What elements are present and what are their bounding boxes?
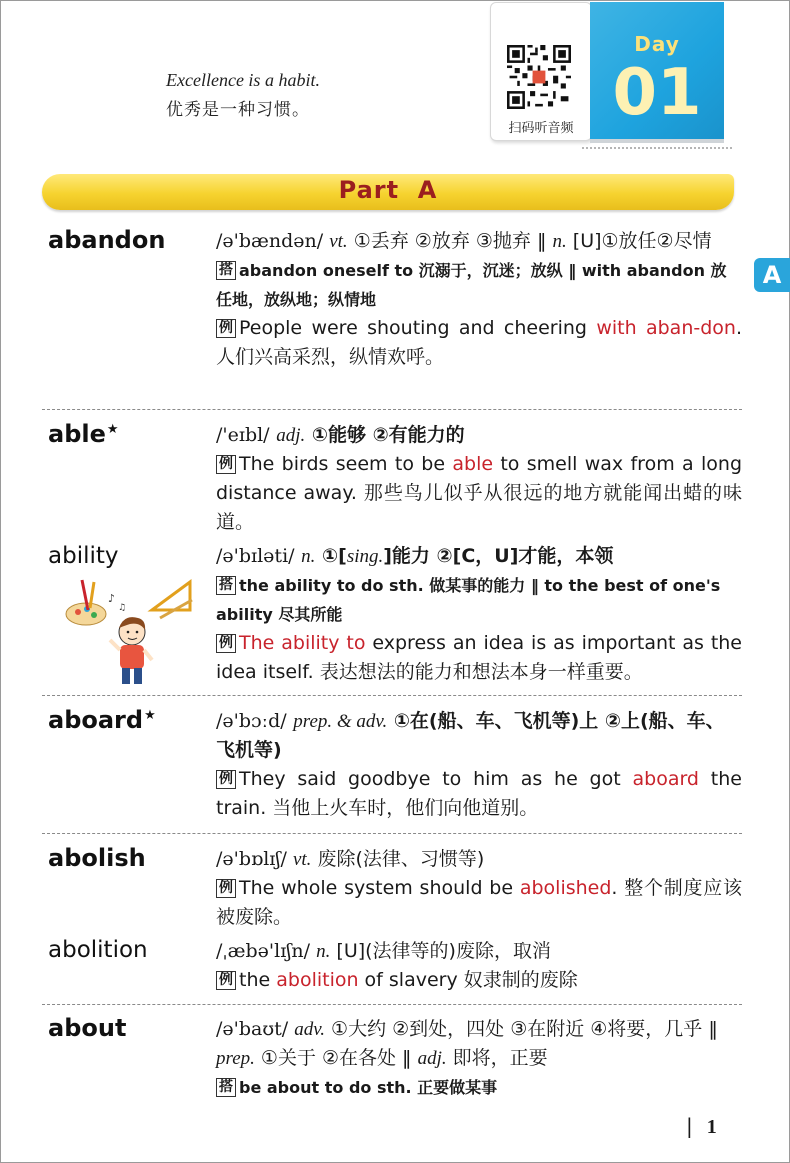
entry-divider: [42, 695, 742, 696]
meaning: ①在(船、车、飞机等)上 ②上(船、车、飞机等): [216, 710, 725, 761]
example-text: The whole system should be: [239, 877, 520, 899]
example: [216, 966, 742, 995]
headword-text: able: [48, 420, 106, 448]
part-of-speech: n.: [301, 546, 316, 567]
example-text: express an idea is as important as the idea itself. 表达想法的能力和想法本身一样重要。: [216, 632, 742, 683]
collocation-box-icon: 搭: [216, 261, 236, 280]
part-of-speech: adv.: [294, 1019, 326, 1040]
headword-about: about: [48, 1014, 127, 1042]
phonetic: /ə'bændən/: [216, 230, 324, 252]
page-footer: [686, 1114, 717, 1139]
collocation-box-icon: 搭: [216, 576, 236, 595]
entry-divider: [42, 409, 742, 410]
entry-abandon: [216, 227, 742, 372]
part-of-speech: n.: [552, 231, 567, 252]
entry-divider: [42, 833, 742, 834]
svg-text:♪: ♪: [108, 592, 116, 605]
headword-ability: ability: [48, 543, 119, 569]
day-badge-shadow: [590, 139, 724, 143]
part-of-speech: prep. & adv.: [293, 711, 388, 732]
definition: [216, 542, 742, 571]
svg-text:♫: ♫: [118, 603, 127, 613]
example-text: to smell wax from a long distance away. 那些鸟儿似乎从很远的地方就能闻出蜡的味道。: [216, 453, 743, 533]
phonetic: /'eɪbl/: [216, 424, 270, 446]
example-text: the train. 当他上火车时，他们向他道别。: [216, 768, 742, 819]
example-box-icon: 例: [216, 634, 236, 653]
collocation-text: abandon oneself to 沉溺于，沉迷；放纵 ‖ with abandon 放任地，放纵地；纵情地: [216, 261, 727, 309]
qr-card[interactable]: [490, 2, 592, 141]
meaning: ①大约 ②到处，四处 ③在附近 ④将要，几乎 ‖: [325, 1018, 718, 1040]
boy-painting-illustration: [60, 574, 200, 686]
definition: [216, 845, 742, 874]
meaning: ①丢弃 ②放弃 ③抛弃 ‖: [347, 230, 553, 252]
meaning: ①关于 ②在各处 ‖: [254, 1047, 418, 1069]
entry-aboard: [216, 707, 742, 823]
meaning: ①[: [315, 545, 347, 567]
definition: [216, 421, 742, 450]
headword-abolition: abolition: [48, 937, 148, 963]
collocation-box-icon: 搭: [216, 1078, 236, 1097]
part-banner: [42, 174, 734, 210]
page-number: 1: [706, 1116, 717, 1138]
example-box-icon: 例: [216, 770, 236, 789]
example-highlight: aboard: [632, 768, 699, 790]
example-box-icon: 例: [216, 319, 236, 338]
grammar-label: sing.: [346, 546, 384, 567]
example-text: People were shouting and cheering: [239, 317, 597, 339]
example-highlight: abolition: [276, 969, 359, 991]
day-badge: [590, 2, 724, 139]
phonetic: /ə'bɔːd/: [216, 710, 287, 732]
definition: [216, 937, 742, 966]
meaning: 废除(法律、习惯等): [311, 848, 485, 870]
collocation: [216, 571, 742, 629]
day-number: 01: [612, 56, 702, 130]
definition: [216, 227, 742, 256]
example: [216, 629, 742, 687]
meaning: ]能力 ②[C，U]才能，本领: [383, 545, 614, 567]
header-dotted-rule: [582, 147, 732, 149]
part-of-speech: prep.: [216, 1048, 255, 1069]
qr-caption: 扫码听音频: [508, 121, 574, 136]
footer-bar: |: [686, 1114, 693, 1138]
entry-about: [216, 1015, 742, 1102]
entry-abolition: [216, 937, 742, 995]
example: [216, 874, 742, 932]
qr-code-icon[interactable]: [507, 45, 571, 109]
motto-chinese: 优秀是一种习惯。: [166, 100, 310, 120]
phonetic: /ˌæbə'lɪʃn/: [216, 940, 311, 962]
example-highlight: abolished: [519, 877, 612, 899]
example-box-icon: 例: [216, 971, 236, 990]
letter-index-tab[interactable]: A: [754, 258, 790, 292]
phonetic: /ə'bɪləti/: [216, 545, 295, 567]
example-box-icon: 例: [216, 879, 236, 898]
collocation-text: be about to do sth. 正要做某事: [239, 1078, 498, 1097]
example-text: They said goodbye to him as he got: [239, 768, 633, 790]
meaning: 即将，正要: [446, 1047, 548, 1069]
part-of-speech: adj.: [417, 1048, 447, 1069]
definition: [216, 707, 742, 765]
part-of-speech: vt.: [292, 849, 312, 870]
entry-abolish: [216, 845, 742, 932]
definition: [216, 1015, 742, 1073]
example: [216, 450, 742, 537]
example: [216, 765, 742, 823]
headword-able: [48, 420, 119, 448]
meaning: [U]①放任②尽情: [566, 230, 712, 252]
collocation: [216, 256, 742, 314]
entry-ability: [216, 542, 742, 687]
entry-divider: [42, 1004, 742, 1005]
meaning: [U](法律等的)废除，取消: [330, 940, 551, 962]
meaning: ①能够 ②有能力的: [305, 424, 465, 446]
example-text: of slavery 奴隶制的废除: [358, 969, 578, 991]
example-highlight: The ability to: [239, 632, 366, 654]
collocation-text: the ability to do sth. 做某事的能力 ‖ to the best of one's ability 尽其所能: [216, 576, 721, 624]
example-text: . 人们兴高采烈，纵情欢呼。: [216, 317, 742, 368]
example-text: the: [239, 969, 277, 991]
headword-text: aboard: [48, 706, 144, 734]
part-of-speech: vt.: [329, 231, 348, 252]
entry-able: [216, 421, 742, 537]
star-icon: ★: [144, 708, 156, 723]
collocation: [216, 1073, 742, 1102]
example: [216, 314, 742, 372]
headword-abandon: abandon: [48, 226, 166, 254]
motto: [166, 70, 366, 120]
day-label: Day: [634, 32, 680, 56]
headword-abolish: abolish: [48, 844, 146, 872]
example-text: The birds seem to be: [239, 453, 453, 475]
part-title: Part A: [338, 176, 438, 204]
headword-aboard: [48, 706, 156, 734]
example-text: . 整个制度应该被废除。: [216, 877, 742, 928]
example-highlight: with aban-don: [596, 317, 736, 339]
star-icon: ★: [106, 422, 119, 437]
phonetic: /ə'baʊt/: [216, 1018, 289, 1040]
phonetic: /ə'bɒlɪʃ/: [216, 848, 287, 870]
part-of-speech: n.: [316, 941, 331, 962]
motto-english: Excellence is a habit.: [166, 70, 320, 90]
example-box-icon: 例: [216, 455, 236, 474]
part-of-speech: adj.: [276, 425, 306, 446]
example-highlight: able: [452, 453, 494, 475]
